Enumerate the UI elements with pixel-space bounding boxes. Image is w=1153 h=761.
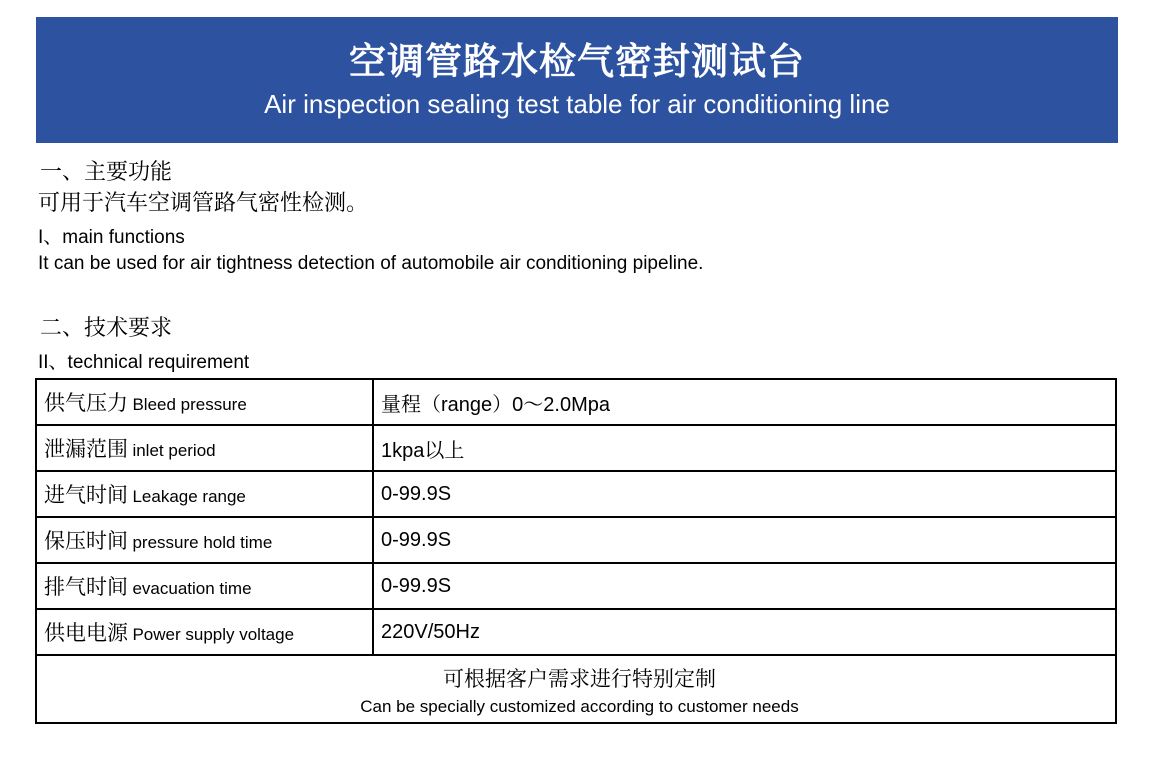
section1-body-en: It can be used for air tightness detection of automobile air conditioning pipeline. [38, 253, 704, 274]
spec-label-cell [36, 563, 373, 609]
spec-label-en: pressure hold time [132, 533, 273, 552]
spec-label-en: Leakage range [132, 487, 246, 506]
custom-note-zh: 可根据客户需求进行特别定制 [443, 667, 716, 691]
table-row [36, 425, 1116, 471]
spec-label-cell [36, 609, 373, 655]
spec-value-cell: 0-99.9S [373, 563, 1116, 609]
spec-value-cell: 1kpa以上 [373, 425, 1116, 471]
table-row [36, 379, 1116, 425]
spec-value-cell: 220V/50Hz [373, 609, 1116, 655]
spec-label-zh: 进气时间 [44, 484, 128, 507]
table-row [36, 609, 1116, 655]
spec-label-en: evacuation time [132, 579, 252, 598]
section2-heading-en: II、technical requirement [38, 352, 250, 373]
table-row [36, 517, 1116, 563]
section2-heading-zh: 二、技术要求 [40, 315, 173, 340]
spec-label-en: Power supply voltage [132, 625, 295, 644]
spec-label-zh: 排气时间 [44, 576, 128, 599]
spec-label-zh: 泄漏范围 [44, 438, 128, 461]
section1-heading-zh: 一、主要功能 [40, 159, 173, 184]
spec-label-cell [36, 425, 373, 471]
spec-label-cell [36, 471, 373, 517]
spec-value-cell: 量程（range）0～2.0Mpa [373, 379, 1116, 425]
table-row [36, 471, 1116, 517]
section1-body-zh: 可用于汽车空调管路气密性检测。 [38, 190, 369, 215]
spec-value-cell: 0-99.9S [373, 471, 1116, 517]
custom-note-cell [36, 655, 1116, 723]
table-row [36, 563, 1116, 609]
section1-heading-en: I、main functions [38, 227, 185, 248]
spec-label-en: Bleed pressure [132, 395, 247, 414]
spec-label-zh: 供气压力 [44, 392, 128, 415]
custom-note-en: Can be specially customized according to customer needs [360, 696, 799, 716]
spec-label-en: inlet period [132, 441, 216, 460]
banner-title-chinese: 空调管路水检气密封测试台 [349, 41, 805, 82]
spec-value-cell: 0-99.9S [373, 517, 1116, 563]
spec-table [35, 378, 1117, 724]
spec-label-cell [36, 379, 373, 425]
table-footer-row [36, 655, 1116, 723]
spec-label-cell [36, 517, 373, 563]
spec-label-zh: 保压时间 [44, 530, 128, 553]
banner-subtitle-english: Air inspection sealing test table for air conditioning line [264, 89, 890, 119]
spec-label-zh: 供电电源 [44, 622, 128, 645]
title-banner [36, 17, 1118, 143]
